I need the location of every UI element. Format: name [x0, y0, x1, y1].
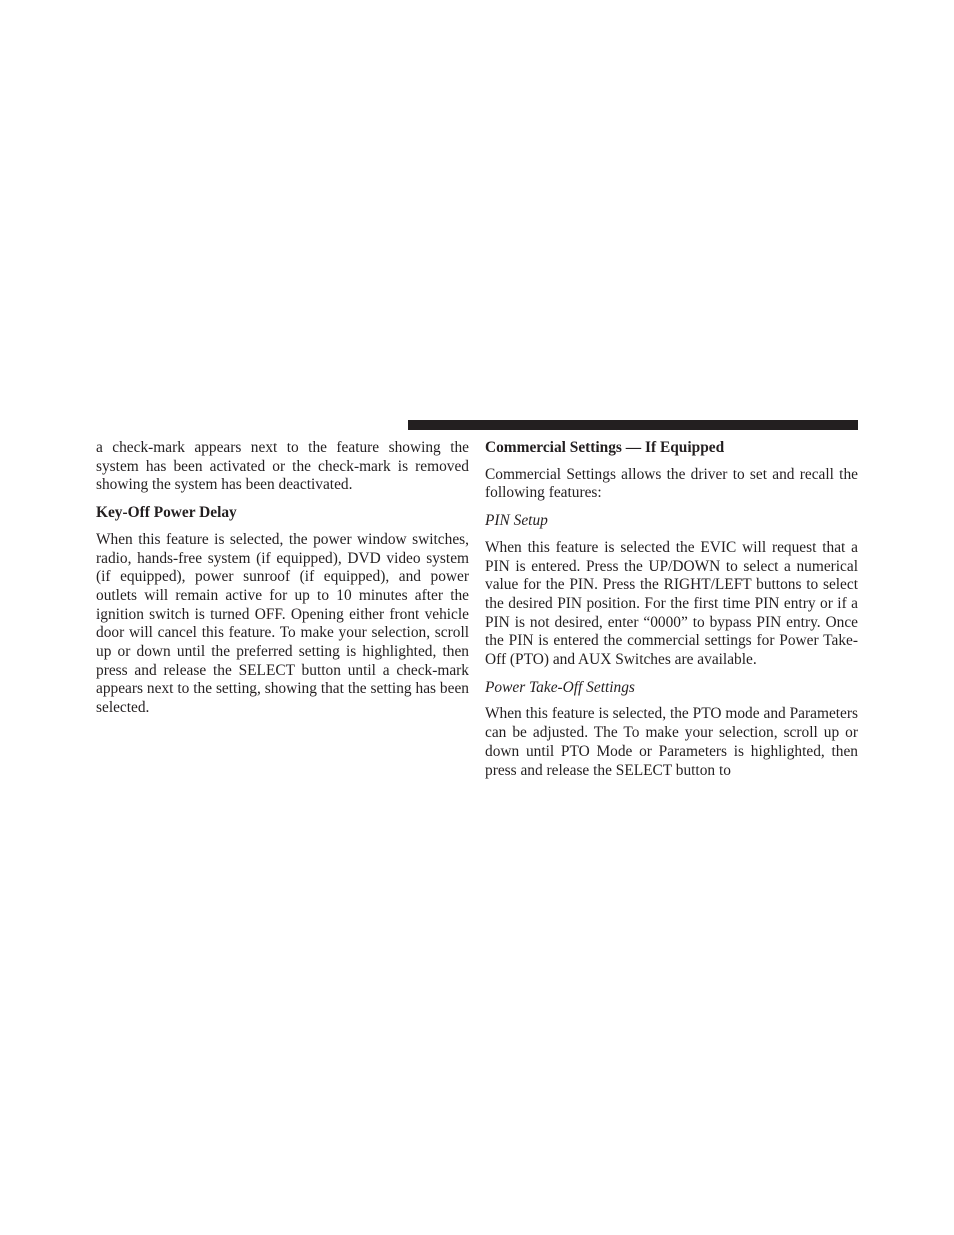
pin-setup-body: When this feature is selected the EVIC will request that a PIN is entered. Press the UP/DOWN to select a numerical value for the PIN. Press the RIGHT/LEFT buttons to select the desired PIN position. For the first time PIN entry or if a PIN is not desired, enter “0000” to bypass PIN entry. Once the PIN is entered the commercial settings for Power Take-Off (PTO) and AUX Switches are available. [485, 538, 858, 669]
commercial-settings-heading: Commercial Settings — If Equipped [485, 439, 725, 456]
commercial-settings-intro: Commercial Settings allows the driver to set and recall the following features: [485, 465, 858, 502]
continuation-paragraph: a check-mark appears next to the feature showing the system has been activated or the check-mark is removed showing the system has been deactivated. [96, 439, 469, 494]
right-column [485, 439, 858, 780]
power-take-off-settings-body: When this feature is selected, the PTO mode and Parameters can be adjusted. The To make your selection, scroll up or down until PTO Mode or Parameters is highlighted, then press and release the SELECT button to [485, 705, 858, 779]
pin-setup-heading: PIN Setup [485, 512, 548, 530]
key-off-power-delay-heading: Key-Off Power Delay [96, 504, 237, 522]
left-column [96, 439, 469, 718]
section-header-bar [408, 420, 858, 430]
key-off-power-delay-body: When this feature is selected, the power window switches, radio, hands-free system (if equipped), DVD video system (if equipped), power sunroof (if equipped), and power outlets will remain active for up to 10 minutes after the ignition switch is turned OFF. Opening either front vehicle door will cancel this feature. To make your selection, scroll up or down until the preferred setting is highlighted, then press and release the SELECT button until a check-mark appears next to the setting, showing that the setting has been selected. [96, 530, 469, 717]
power-take-off-settings-heading: Power Take-Off Settings [485, 678, 635, 696]
